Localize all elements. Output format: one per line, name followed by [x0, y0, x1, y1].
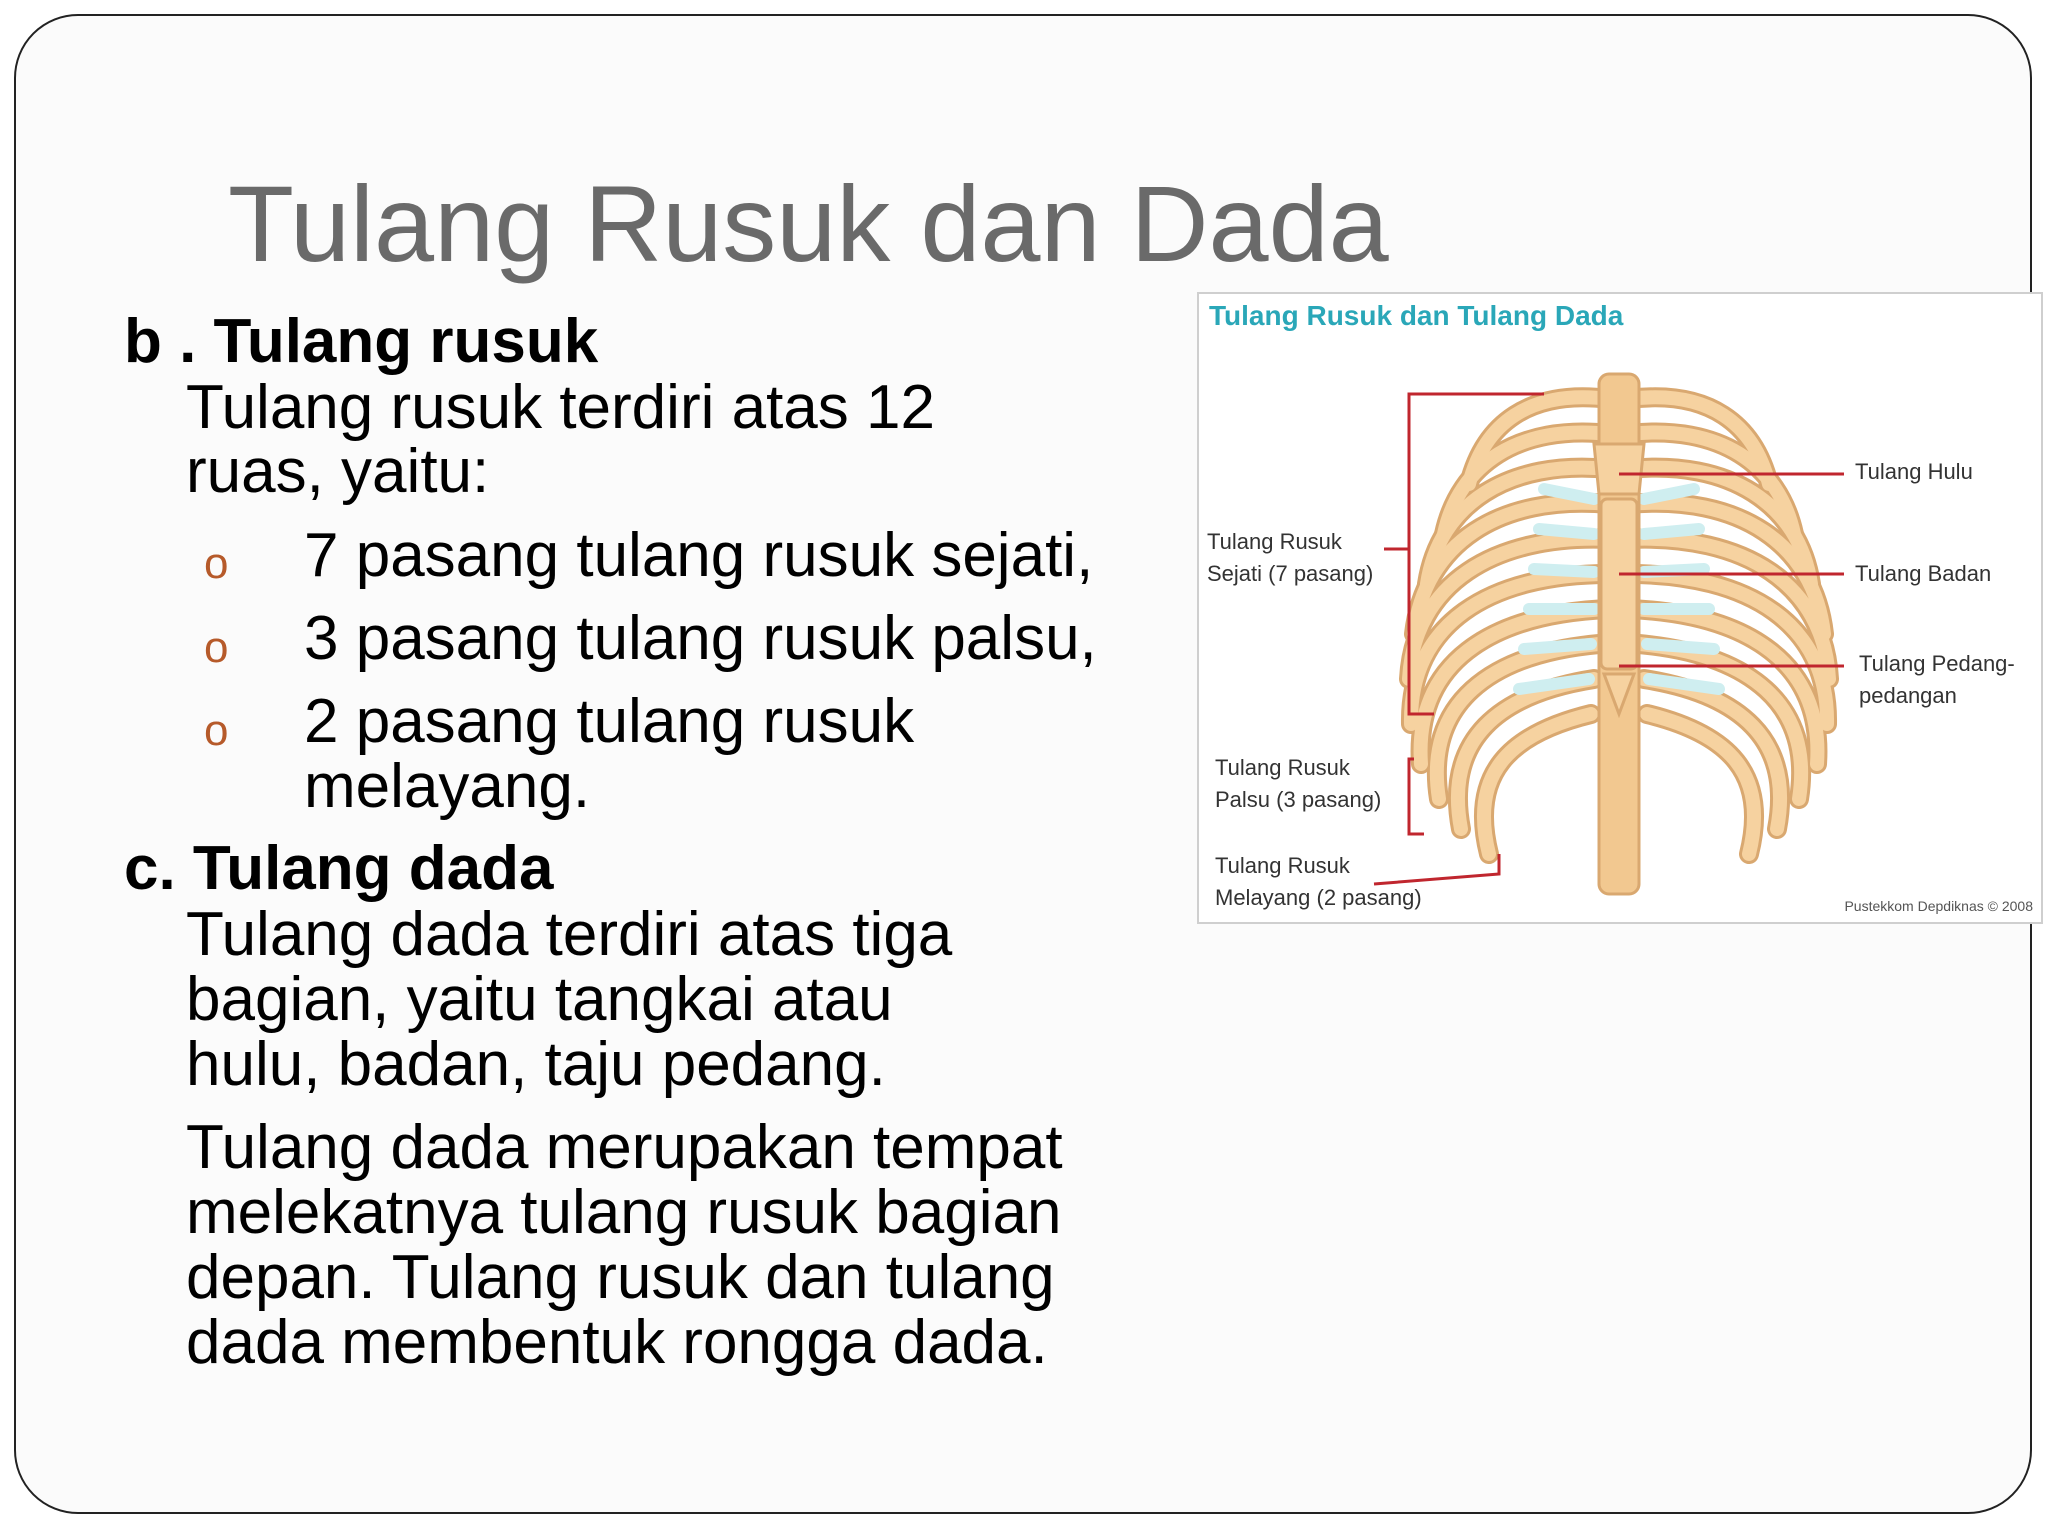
slide-title: Tulang Rusuk dan Dada	[228, 163, 1389, 284]
label-rusuk-sejati-count: Sejati (7 pasang)	[1207, 561, 1374, 586]
bullet-marker: o	[204, 623, 229, 672]
section-c-heading: c. Tulang dada	[124, 834, 554, 903]
label-rusuk-sejati: Tulang Rusuk	[1207, 529, 1342, 554]
section-b-intro-line1: Tulang rusuk terdiri atas 12	[186, 373, 935, 442]
section-c-para1-line: Tulang dada terdiri atas tiga	[186, 900, 953, 969]
bullet-item-melayang-cont: melayang.	[304, 752, 591, 821]
section-c-para2-line: Tulang dada merupakan tempat	[186, 1113, 1063, 1182]
label-rusuk-melayang-count: Melayang (2 pasang)	[1215, 885, 1422, 910]
label-tulang-pedang-cont: pedangan	[1859, 683, 1957, 708]
section-c-para1-line: hulu, badan, taju pedang.	[186, 1030, 886, 1099]
bullet-marker: o	[204, 539, 229, 588]
rib-cage-illustration	[1199, 294, 2045, 926]
section-b-intro-line2: ruas, yaitu:	[186, 437, 490, 506]
label-tulang-pedang: Tulang Pedang-	[1859, 651, 2015, 676]
section-c-para2-line: depan. Tulang rusuk dan tulang	[186, 1243, 1055, 1312]
section-c-para2-line: melekatnya tulang rusuk bagian	[186, 1178, 1062, 1247]
figure-title: Tulang Rusuk dan Tulang Dada	[1209, 300, 1624, 331]
label-tulang-hulu: Tulang Hulu	[1855, 459, 1973, 484]
section-c-para1-line: bagian, yaitu tangkai atau	[186, 965, 893, 1034]
bullet-marker: o	[204, 706, 229, 755]
section-c-para2-line: dada membentuk rongga dada.	[186, 1308, 1048, 1377]
label-rusuk-palsu-count: Palsu (3 pasang)	[1215, 787, 1382, 812]
bullet-item-melayang: 2 pasang tulang rusuk	[304, 687, 915, 756]
label-tulang-badan: Tulang Badan	[1855, 561, 1992, 586]
rib-cage-figure	[1197, 292, 2043, 924]
label-rusuk-melayang: Tulang Rusuk	[1215, 853, 1350, 878]
bullet-item-palsu: 3 pasang tulang rusuk palsu,	[304, 604, 1097, 673]
figure-credit: Pustekkom Depdiknas © 2008	[1844, 898, 2033, 914]
section-b-heading: b . Tulang rusuk	[124, 307, 599, 376]
bullet-item-sejati: 7 pasang tulang rusuk sejati,	[304, 521, 1094, 590]
label-rusuk-palsu: Tulang Rusuk	[1215, 755, 1350, 780]
